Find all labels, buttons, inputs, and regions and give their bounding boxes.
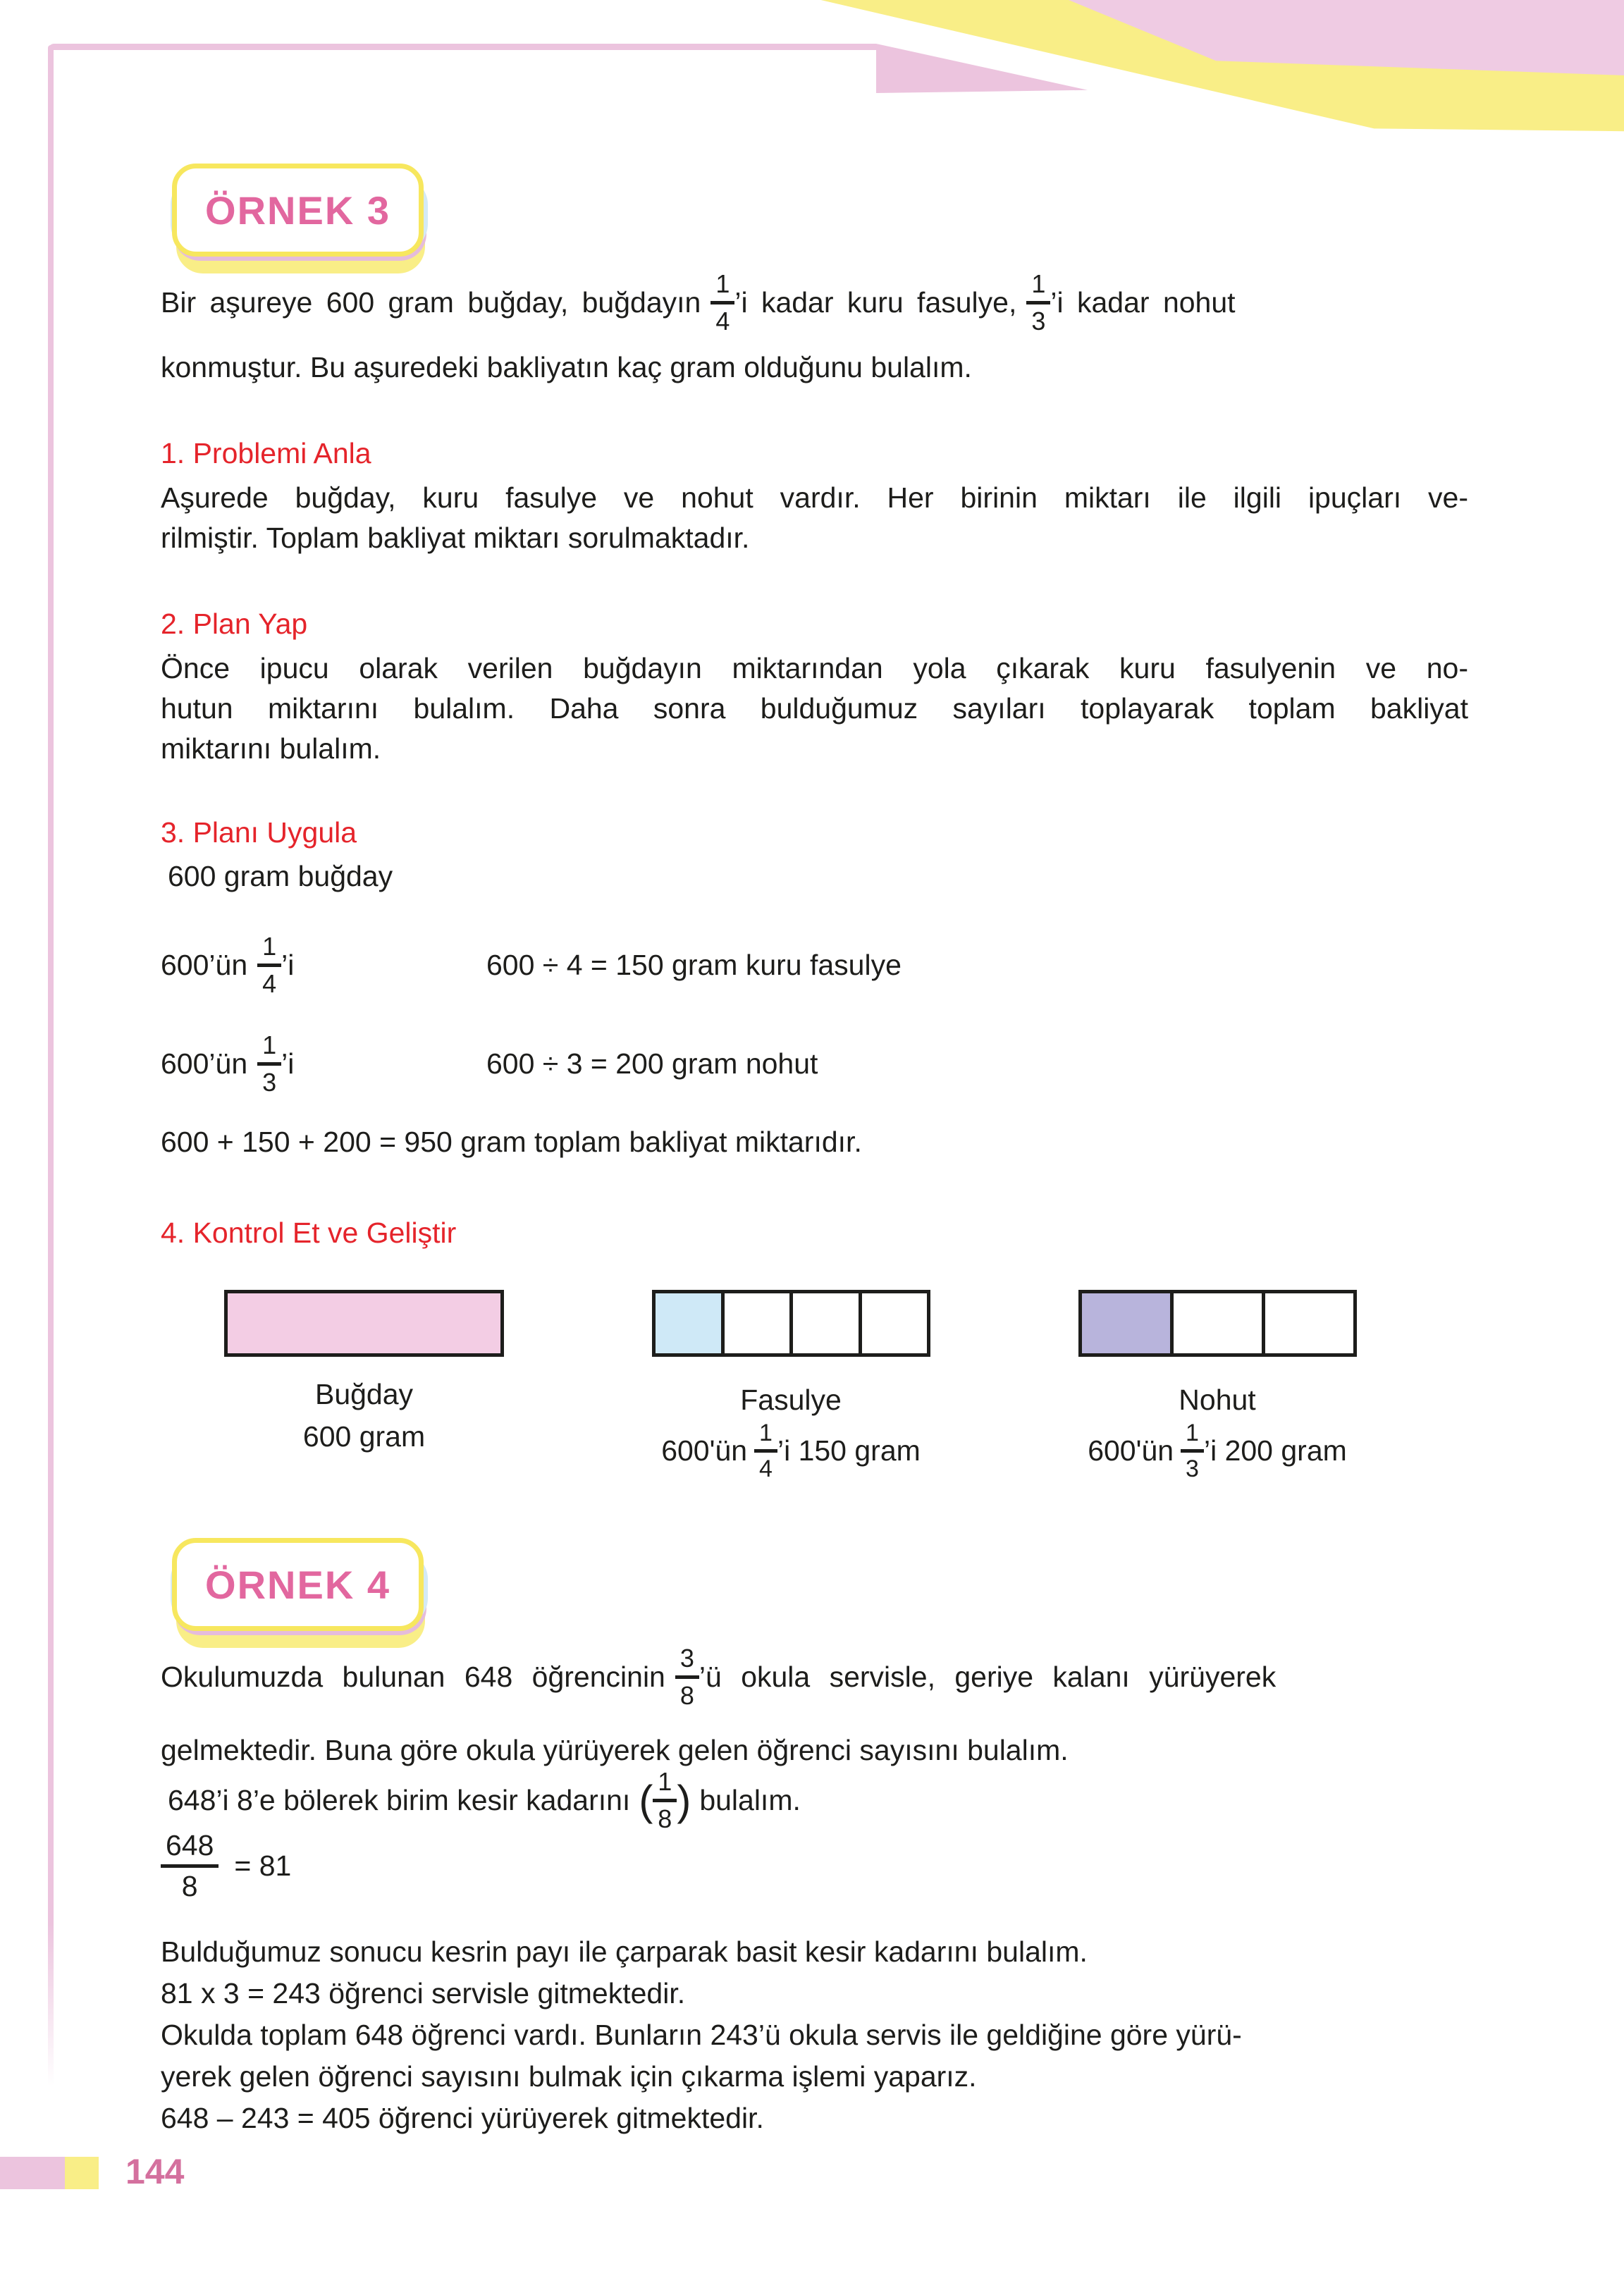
fasulye-label: Fasulye 600'ün 1 4 ’i 150 gram bbox=[615, 1379, 967, 1481]
step1-line: Aşurede buğday, kuru fasulye ve nohut vardır. Her birinin miktarı ile ilgili ipuçları ve- bbox=[161, 481, 1468, 514]
fasulye-cell bbox=[725, 1293, 794, 1353]
fraction-648-8: 648 8 bbox=[161, 1831, 219, 1901]
fraction-1-4: 1 4 bbox=[257, 934, 281, 997]
fraction-1-4: 1 4 bbox=[754, 1421, 777, 1481]
open-paren: ( bbox=[639, 1776, 653, 1824]
fraction-1-3: 1 3 bbox=[1181, 1421, 1204, 1481]
ex4-unit-line: 648’i 8’e bölerek birim kesir kadarını ( 1 8 ) bulalım. bbox=[168, 1767, 801, 1833]
footer-pink-block bbox=[0, 2157, 65, 2189]
ex4-intro-line2: gelmektedir. Buna göre okula yürüyerek gelen öğrenci sayısını bulalım. bbox=[161, 1734, 1069, 1766]
nohut-label: Nohut 600'ün 1 3 ’i 200 gram bbox=[1041, 1379, 1394, 1481]
ornek-4-badge bbox=[169, 1538, 426, 1649]
step4-title: 4. Kontrol Et ve Geliştir bbox=[161, 1217, 457, 1249]
ex4-line: yerek gelen öğrenci sayısını bulmak için çıkarma işlemi yaparız. bbox=[161, 2060, 977, 2093]
fraction-1-4: 1 4 bbox=[710, 271, 734, 334]
badge-title: ÖRNEK 3 bbox=[172, 164, 424, 257]
row2-pre: 600’ün bbox=[161, 1047, 248, 1080]
step2-title: 2. Plan Yap bbox=[161, 608, 308, 640]
ex3-intro-line1 bbox=[161, 271, 1236, 334]
nohut-cell bbox=[1265, 1293, 1353, 1353]
close-paren: ) bbox=[677, 1776, 691, 1824]
page-frame-top bbox=[48, 44, 876, 50]
fasulye-fraction-line: 600'ün 1 4 ’i 150 gram bbox=[661, 1420, 921, 1482]
step3-row2 bbox=[161, 1030, 1468, 1097]
bugday-bar bbox=[224, 1290, 504, 1357]
fasulye-cell bbox=[793, 1293, 862, 1353]
ex3-intro-text: Bir aşureye 600 gram buğday, buğdayın bbox=[161, 286, 701, 319]
step1-paragraph bbox=[161, 478, 1468, 558]
nohut-bar bbox=[1078, 1290, 1357, 1357]
step2-line: hutun miktarını bulalım. Daha sonra bulduğumuz sayıları toplayarak toplam bakliyat bbox=[161, 692, 1468, 725]
ornek-3-badge bbox=[169, 164, 426, 275]
page-number: 144 bbox=[125, 2152, 185, 2191]
fraction-3-8: 3 8 bbox=[675, 1646, 699, 1709]
ex4-intro-line1: Okulumuzda bulunan 648 öğrencinin 3 8 ’ü okula servisle, geriye kalanı yürüyerek bbox=[161, 1644, 1277, 1710]
row1-post: ’i bbox=[281, 949, 295, 981]
row1-pre: 600’ün bbox=[161, 949, 248, 981]
ex4-division bbox=[161, 1831, 291, 1901]
badge-title: ÖRNEK 4 bbox=[172, 1538, 424, 1631]
row1-equation: 600 ÷ 4 = 150 gram kuru fasulye bbox=[486, 949, 902, 981]
fraction-1-3: 1 3 bbox=[257, 1033, 281, 1095]
ex3-intro-line2: konmuştur. Bu aşuredeki bakliyatın kaç gram olduğunu bulalım. bbox=[161, 351, 972, 383]
step2-paragraph bbox=[161, 648, 1468, 769]
step3-given: 600 gram buğday bbox=[168, 860, 393, 892]
ex4-line: Okulda toplam 648 öğrenci vardı. Bunların 243’ü okula servis ile geldiğine göre yürü- bbox=[161, 2019, 1242, 2051]
nohut-fraction-line: 600'ün 1 3 ’i 200 gram bbox=[1088, 1420, 1347, 1482]
page-frame-left bbox=[48, 45, 54, 2086]
step1-line: rilmiştir. Toplam bakliyat miktarı sorulmaktadır. bbox=[161, 522, 750, 554]
fasulye-bar bbox=[652, 1290, 930, 1357]
fasulye-cell bbox=[862, 1293, 928, 1353]
ex4-line: 648 – 243 = 405 öğrenci yürüyerek gitmektedir. bbox=[161, 2102, 764, 2134]
step3-row1 bbox=[161, 934, 1468, 997]
fraction-1-3: 1 3 bbox=[1026, 271, 1050, 334]
row2-equation: 600 ÷ 3 = 200 gram nohut bbox=[486, 1047, 818, 1080]
nohut-cell-filled bbox=[1082, 1293, 1174, 1353]
fraction-1-8: 1 8 bbox=[653, 1769, 677, 1832]
division-result: = 81 bbox=[234, 1849, 292, 1882]
step3-total: 600 + 150 + 200 = 950 gram toplam bakliyat miktarıdır. bbox=[161, 1126, 862, 1158]
step1-title: 1. Problemi Anla bbox=[161, 437, 371, 469]
step2-line: miktarını bulalım. bbox=[161, 732, 381, 765]
ex3-intro-text: ’i kadar nohut bbox=[1050, 286, 1236, 319]
footer-yellow-block bbox=[65, 2157, 99, 2189]
step3-title: 3. Planı Uygula bbox=[161, 816, 357, 849]
fasulye-cell-filled bbox=[656, 1293, 725, 1353]
ex3-intro-text: ’i kadar kuru fasulye, bbox=[734, 286, 1017, 319]
ex4-line: 81 x 3 = 243 öğrenci servisle gitmektedir. bbox=[161, 1977, 686, 2009]
step2-line: Önce ipucu olarak verilen buğdayın miktarından yola çıkarak kuru fasulyenin ve no- bbox=[161, 652, 1468, 684]
bugday-label: Buğday 600 gram bbox=[302, 1378, 426, 1453]
row2-post: ’i bbox=[281, 1047, 295, 1080]
nohut-cell bbox=[1174, 1293, 1265, 1353]
ex4-solution-paragraph bbox=[161, 1931, 1468, 2139]
ex4-line: Bulduğumuz sonucu kesrin payı ile çarparak basit kesir kadarını bulalım. bbox=[161, 1935, 1088, 1968]
